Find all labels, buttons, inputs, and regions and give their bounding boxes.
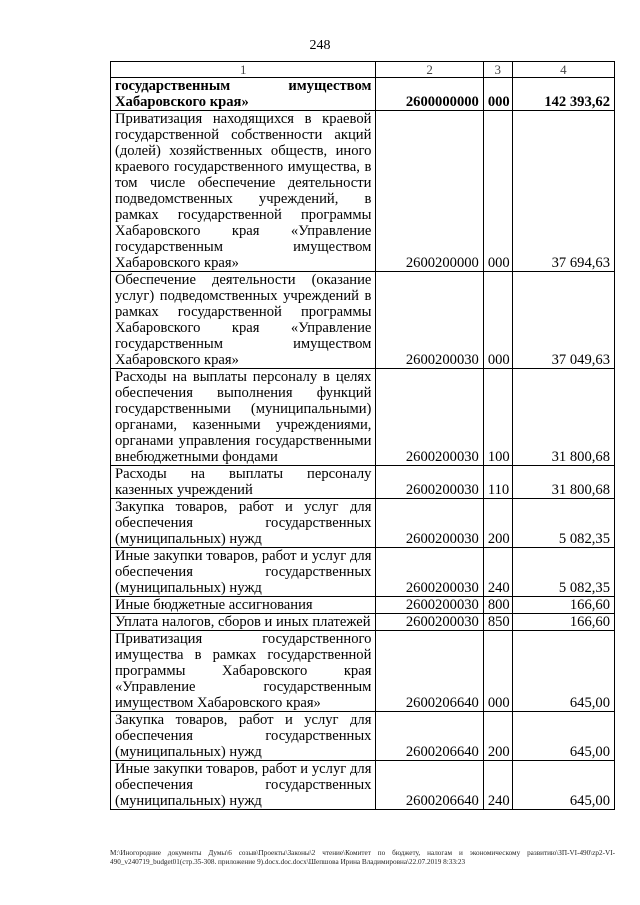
header-col-2: 2: [376, 62, 483, 78]
table-row: [111, 712, 615, 761]
row-description: Уплата налогов, сборов и иных платежей: [111, 614, 376, 631]
row-amount: 645,00: [512, 761, 614, 810]
row-description: Закупка товаров, работ и услуг для обеспечения государственных (муниципальных) нужд: [111, 499, 376, 548]
row-description: Приватизация находящихся в краевой государственной собственности акций (долей) хозяйственных обществ, иного краевого государственного имущества, в том числе обеспечение деятельности подведомственных учреждений, в рамках государственной программы Хабаровского края «Управление государственным имуществом Хабаровского края»: [111, 111, 376, 272]
table-body: [111, 78, 615, 810]
row-expense-type: 000: [483, 631, 512, 712]
row-description: Иные закупки товаров, работ и услуг для обеспечения государственных (муниципальных) нужд: [111, 761, 376, 810]
row-expense-type: 800: [483, 597, 512, 614]
row-target-code: 2600206640: [376, 631, 483, 712]
row-amount: 645,00: [512, 712, 614, 761]
row-target-code: 2600200030: [376, 614, 483, 631]
table-row: [111, 499, 615, 548]
row-target-code: 2600200030: [376, 272, 483, 369]
row-amount: 645,00: [512, 631, 614, 712]
row-expense-type: 200: [483, 499, 512, 548]
row-amount: 166,60: [512, 614, 614, 631]
row-expense-type: 200: [483, 712, 512, 761]
row-description: Приватизация государственного имущества в рамках государственной программы Хабаровского края «Управление государственным имуществом Хабаровского края»: [111, 631, 376, 712]
row-target-code: 2600200000: [376, 111, 483, 272]
row-target-code: 2600200030: [376, 369, 483, 466]
row-target-code: 2600200030: [376, 548, 483, 597]
row-description: Расходы на выплаты персоналу в целях обеспечения выполнения функций государственными (муниципальными) органами, казенными учреждениями, органами управления государственными внебюджетными фондами: [111, 369, 376, 466]
row-description: Иные бюджетные ассигнования: [111, 597, 376, 614]
row-amount: 37 049,63: [512, 272, 614, 369]
row-amount: 5 082,35: [512, 499, 614, 548]
row-amount: 5 082,35: [512, 548, 614, 597]
page-number: 248: [309, 38, 331, 53]
row-description: Расходы на выплаты персоналу казенных учреждений: [111, 466, 376, 499]
row-expense-type: 000: [483, 78, 512, 111]
row-expense-type: 000: [483, 272, 512, 369]
header-col-3: 3: [483, 62, 512, 78]
budget-table: [110, 61, 615, 810]
row-target-code: 2600200030: [376, 597, 483, 614]
row-expense-type: 240: [483, 761, 512, 810]
table-row: [111, 548, 615, 597]
file-path-footer: M:\Иногородние документы Думы\6 созыв\Проекты\Законы\2 чтение\Комитет по бюджету, налогам и экономическому развитию\ЗП-VI-490\zp2-VI-490_v240719_budget01(стр.35-308. приложение 9).docx.doc.docx\Шепшова Ирина Владимировна\22.07.2019 8:33:23: [110, 849, 615, 866]
row-description: Иные закупки товаров, работ и услуг для обеспечения государственных (муниципальных) нужд: [111, 548, 376, 597]
table-row: [111, 631, 615, 712]
row-target-code: 2600000000: [376, 78, 483, 111]
row-amount: 166,60: [512, 597, 614, 614]
row-amount: 37 694,63: [512, 111, 614, 272]
table-row: [111, 597, 615, 614]
table-row: [111, 111, 615, 272]
table-row: [111, 466, 615, 499]
table-row: [111, 761, 615, 810]
row-expense-type: 000: [483, 111, 512, 272]
row-expense-type: 110: [483, 466, 512, 499]
table-row: [111, 272, 615, 369]
header-row: [111, 62, 615, 78]
row-amount: 142 393,62: [512, 78, 614, 111]
row-expense-type: 240: [483, 548, 512, 597]
row-amount: 31 800,68: [512, 466, 614, 499]
header-col-4: 4: [512, 62, 614, 78]
row-target-code: 2600200030: [376, 466, 483, 499]
row-expense-type: 100: [483, 369, 512, 466]
row-description: Закупка товаров, работ и услуг для обеспечения государственных (муниципальных) нужд: [111, 712, 376, 761]
row-target-code: 2600200030: [376, 499, 483, 548]
table-row: [111, 369, 615, 466]
row-description: государственным имуществом Хабаровского края»: [111, 78, 376, 111]
row-target-code: 2600206640: [376, 712, 483, 761]
row-target-code: 2600206640: [376, 761, 483, 810]
row-expense-type: 850: [483, 614, 512, 631]
table-row: [111, 78, 615, 111]
table-row: [111, 614, 615, 631]
row-amount: 31 800,68: [512, 369, 614, 466]
header-col-1: 1: [111, 62, 376, 78]
row-description: Обеспечение деятельности (оказание услуг) подведомственных учреждений в рамках государственной программы Хабаровского края «Управление государственным имуществом Хабаровского края»: [111, 272, 376, 369]
